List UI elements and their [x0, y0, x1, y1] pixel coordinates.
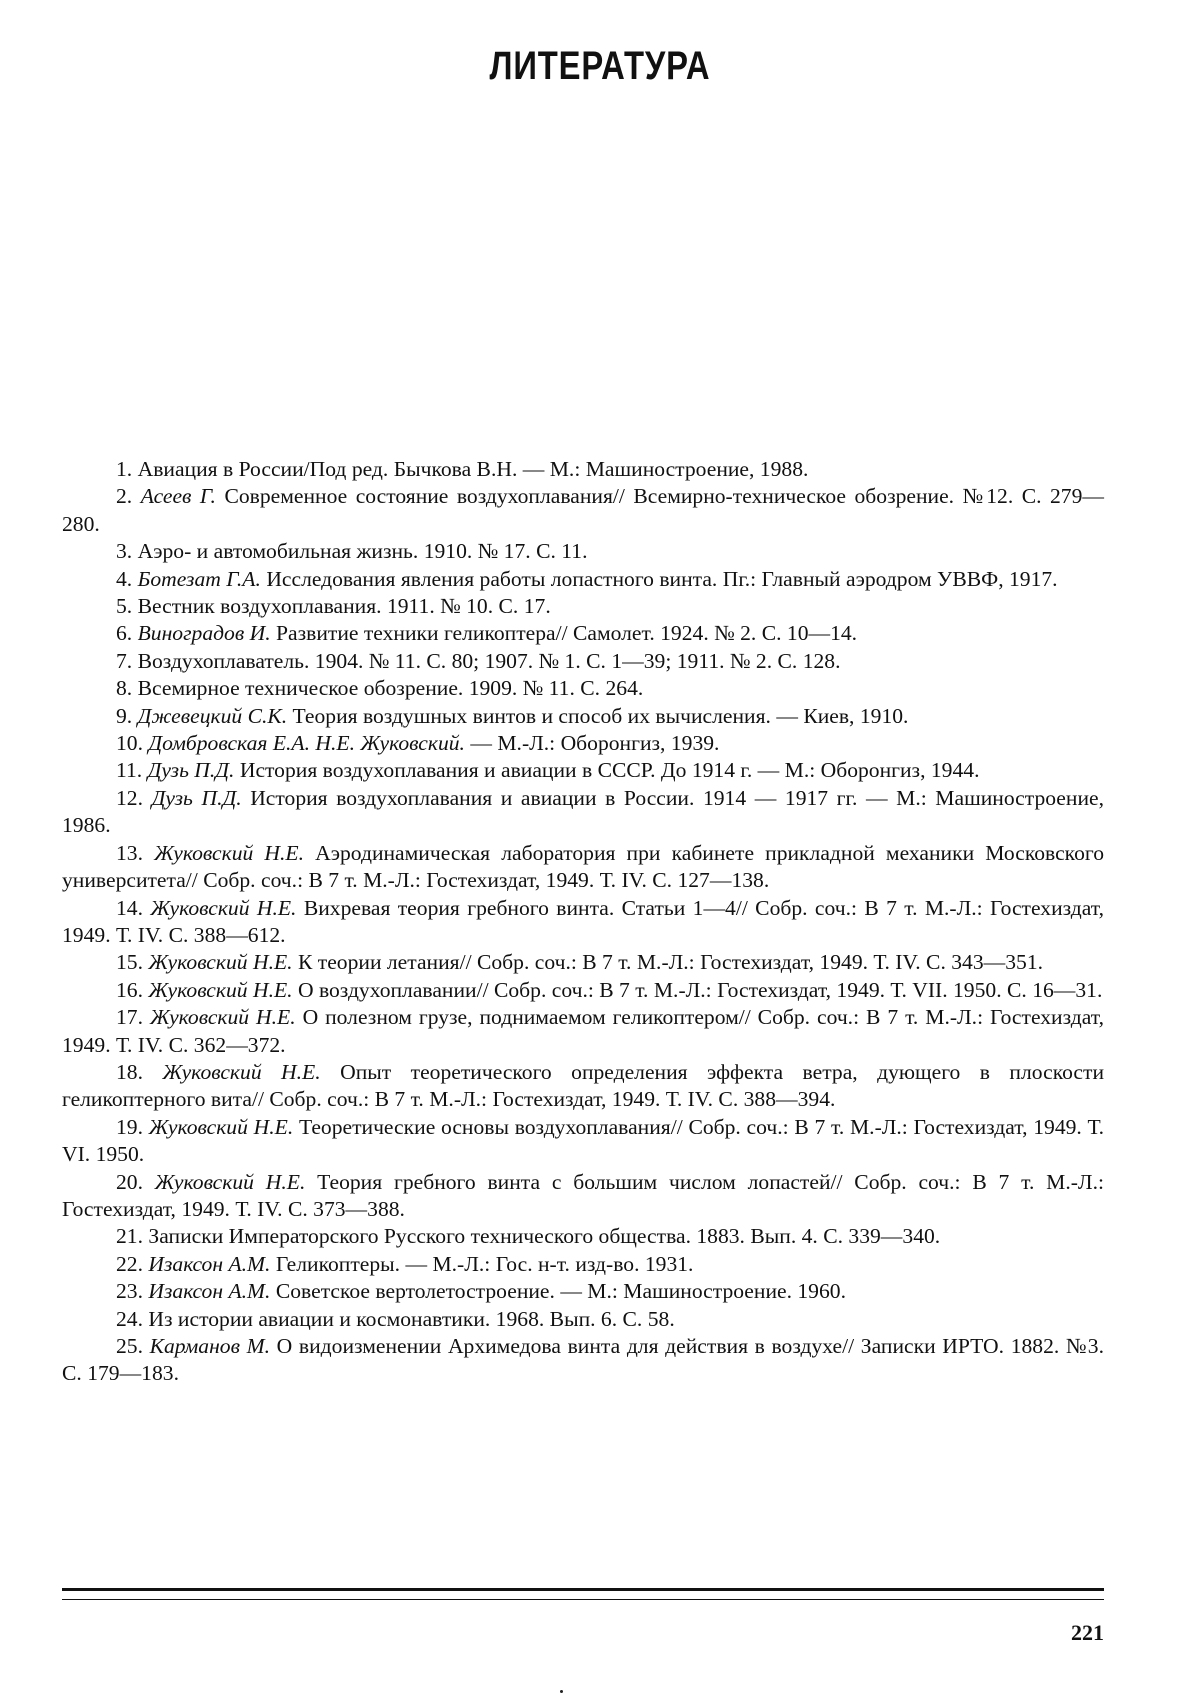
reference-item: [62, 593, 1104, 620]
reference-number: 22.: [116, 1251, 143, 1276]
reference-item: [62, 895, 1104, 950]
footer-rule-thick: [62, 1588, 1104, 1591]
reference-number: 24.: [116, 1306, 143, 1331]
reference-item: [62, 675, 1104, 702]
reference-text: О полезном грузе, поднимаемом геликоптером// Собр. соч.: В 7 т. М.-Л.: Гостехиздат, 1949. Т. IV. С. 362—372.: [62, 1005, 1104, 1057]
reference-number: 3.: [116, 539, 133, 564]
reference-number: 13.: [116, 840, 143, 865]
reference-author: Изаксон А.М.: [148, 1251, 271, 1276]
reference-author: Жуковский Н.Е.: [149, 1005, 296, 1030]
reference-item: [62, 703, 1104, 730]
reference-item: [62, 977, 1104, 1004]
reference-text: Аэродинамическая лаборатория при кабинете прикладной механики Московского университета// Собр. соч.: В 7 т. М.-Л.: Гостехиздат, 1949. Т. IV. С. 127—138.: [62, 840, 1104, 893]
reference-number: 5.: [116, 594, 133, 619]
reference-item: [62, 620, 1104, 647]
reference-number: 17.: [116, 1005, 143, 1030]
reference-author: Домбровская Е.А. Н.Е. Жуковский.: [148, 731, 465, 756]
reference-number: 18.: [116, 1059, 143, 1084]
reference-item: [62, 483, 1104, 538]
reference-text: Теория гребного винта с большим числом лопастей// Собр. соч.: В 7 т. М.-Л.: Гостехиздат, 1949. Т. IV. С. 373—388.: [62, 1169, 1104, 1221]
reference-item: [62, 785, 1104, 840]
reference-text: Вестник воздухоплавания. 1911. № 10. С. 17.: [137, 594, 551, 619]
reference-author: Жуковский Н.Е.: [150, 895, 297, 920]
reference-list: [62, 456, 1104, 1388]
page-title: ЛИТЕРАТУРА: [489, 44, 711, 88]
reference-text: Всемирное техническое обозрение. 1909. № 11. С. 264.: [137, 676, 644, 701]
reference-number: 6.: [116, 621, 133, 646]
reference-item: [62, 1306, 1104, 1333]
print-speck: [560, 1690, 563, 1693]
reference-text: Современное состояние воздухоплавания// Всемирно-техническое обозрение. №12. С. 279—280.: [62, 484, 1104, 536]
reference-item: [62, 1223, 1104, 1250]
reference-author: Жуковский Н.Е.: [148, 1114, 294, 1139]
reference-number: 16.: [116, 977, 143, 1002]
reference-text: История воздухоплавания и авиации в СССР. До 1914 г. — М.: Оборонгиз, 1944.: [239, 758, 980, 783]
reference-item: [62, 757, 1104, 784]
reference-text: Исследования явления работы лопастного винта. Пг.: Главный аэродром УВВФ, 1917.: [266, 566, 1058, 591]
reference-author: Виноградов И.: [137, 621, 271, 646]
reference-author: Жуковский Н.Е.: [154, 1169, 306, 1194]
reference-text: Из истории авиации и космонавтики. 1968. Вып. 6. С. 58.: [148, 1306, 675, 1331]
reference-item: [62, 648, 1104, 675]
reference-item: [62, 1114, 1104, 1169]
reference-item: [62, 840, 1104, 895]
reference-item: [62, 1004, 1104, 1059]
reference-author: Карманов М.: [149, 1334, 271, 1358]
reference-item: [62, 730, 1104, 757]
reference-text: Записки Императорского Русского технического общества. 1883. Вып. 4. С. 339—340.: [148, 1224, 941, 1249]
reference-item: [62, 1278, 1104, 1305]
reference-text: Аэро- и автомобильная жизнь. 1910. № 17. С. 11.: [137, 539, 588, 564]
reference-number: 11.: [116, 758, 143, 783]
reference-item: [62, 1059, 1104, 1114]
reference-number: 1.: [116, 457, 133, 481]
reference-number: 23.: [116, 1279, 143, 1304]
reference-item: [62, 1251, 1104, 1278]
reference-number: 14.: [116, 895, 143, 920]
reference-item: [62, 949, 1104, 976]
reference-number: 8.: [116, 676, 133, 701]
reference-number: 25.: [116, 1334, 143, 1358]
reference-number: 7.: [116, 648, 133, 673]
footer-rule-thin: [62, 1599, 1104, 1600]
reference-author: Изаксон А.М.: [148, 1279, 271, 1304]
reference-author: Жуковский Н.Е.: [148, 977, 293, 1002]
reference-number: 21.: [116, 1224, 143, 1249]
reference-author: Ботезат Г.А.: [137, 566, 261, 591]
reference-item: [62, 538, 1104, 565]
reference-item: [62, 566, 1104, 593]
page-number: 221: [1071, 1620, 1104, 1645]
reference-number: 2.: [116, 484, 133, 509]
reference-author: Жуковский Н.Е.: [162, 1059, 321, 1084]
reference-number: 10.: [116, 731, 143, 756]
reference-author: Дузь П.Д.: [151, 785, 242, 810]
reference-text: К теории летания// Собр. соч.: В 7 т. М.-Л.: Гостехиздат, 1949. Т. IV. С. 343—351.: [297, 950, 1044, 975]
reference-text: Теоретические основы воздухоплавания// Собр. соч.: В 7 т. М.-Л.: Гостехиздат, 1949. Т. VI. 1950.: [62, 1114, 1104, 1167]
reference-text: Теория воздушных винтов и способ их вычисления. — Киев, 1910.: [292, 703, 909, 728]
reference-text: Вихревая теория гребного винта. Статьи 1—4// Собр. соч.: В 7 т. М.-Л.: Гостехиздат, 1949. Т. IV. С. 388—612.: [62, 895, 1104, 947]
reference-text: Воздухоплаватель. 1904. № 11. С. 80; 1907. № 1. С. 1—39; 1911. № 2. С. 128.: [137, 648, 841, 673]
reference-number: 12.: [116, 785, 143, 810]
reference-number: 19.: [116, 1114, 143, 1139]
reference-author: Асеев Г.: [140, 484, 216, 509]
reference-author: Жуковский Н.Е.: [154, 840, 304, 865]
reference-number: 15.: [116, 950, 143, 975]
reference-text: О видоизменении Архимедова винта для действия в воздухе// Записки ИРТО. 1882. №3. С. 179—183.: [62, 1334, 1104, 1386]
reference-text: Советское вертолетостроение. — М.: Машиностроение. 1960.: [275, 1279, 846, 1304]
reference-number: 4.: [116, 566, 133, 591]
reference-number: 20.: [116, 1169, 143, 1194]
reference-text: Авиация в России/Под ред. Бычкова В.Н. — М.: Машиностроение, 1988.: [137, 457, 809, 481]
reference-text: Геликоптеры. — М.-Л.: Гос. н-т. изд-во. 1931.: [275, 1251, 694, 1276]
reference-number: 9.: [116, 703, 133, 728]
reference-item: [62, 1169, 1104, 1224]
reference-text: История воздухоплавания и авиации в России. 1914 — 1917 гг. — М.: Машиностроение, 1986.: [62, 785, 1104, 838]
reference-author: Джевецкий С.К.: [137, 703, 288, 728]
reference-author: Жуковский Н.Е.: [148, 950, 293, 975]
reference-text: Опыт теоретического определения эффекта ветра, дующего в плоскости геликоптерного вита// Собр. соч.: В 7 т. М.-Л.: Гостехиздат, 1949. Т. IV. С. 388—394.: [62, 1059, 1104, 1112]
reference-text: О воздухоплавании// Собр. соч.: В 7 т. М.-Л.: Гостехиздат, 1949. Т. VII. 1950. С. 16—31.: [297, 977, 1103, 1002]
reference-item: [62, 456, 1104, 483]
reference-author: Дузь П.Д.: [147, 758, 235, 783]
reference-text: — М.-Л.: Оборонгиз, 1939.: [470, 731, 720, 756]
reference-item: [62, 1333, 1104, 1388]
reference-text: Развитие техники геликоптера// Самолет. 1924. № 2. С. 10—14.: [276, 621, 858, 646]
